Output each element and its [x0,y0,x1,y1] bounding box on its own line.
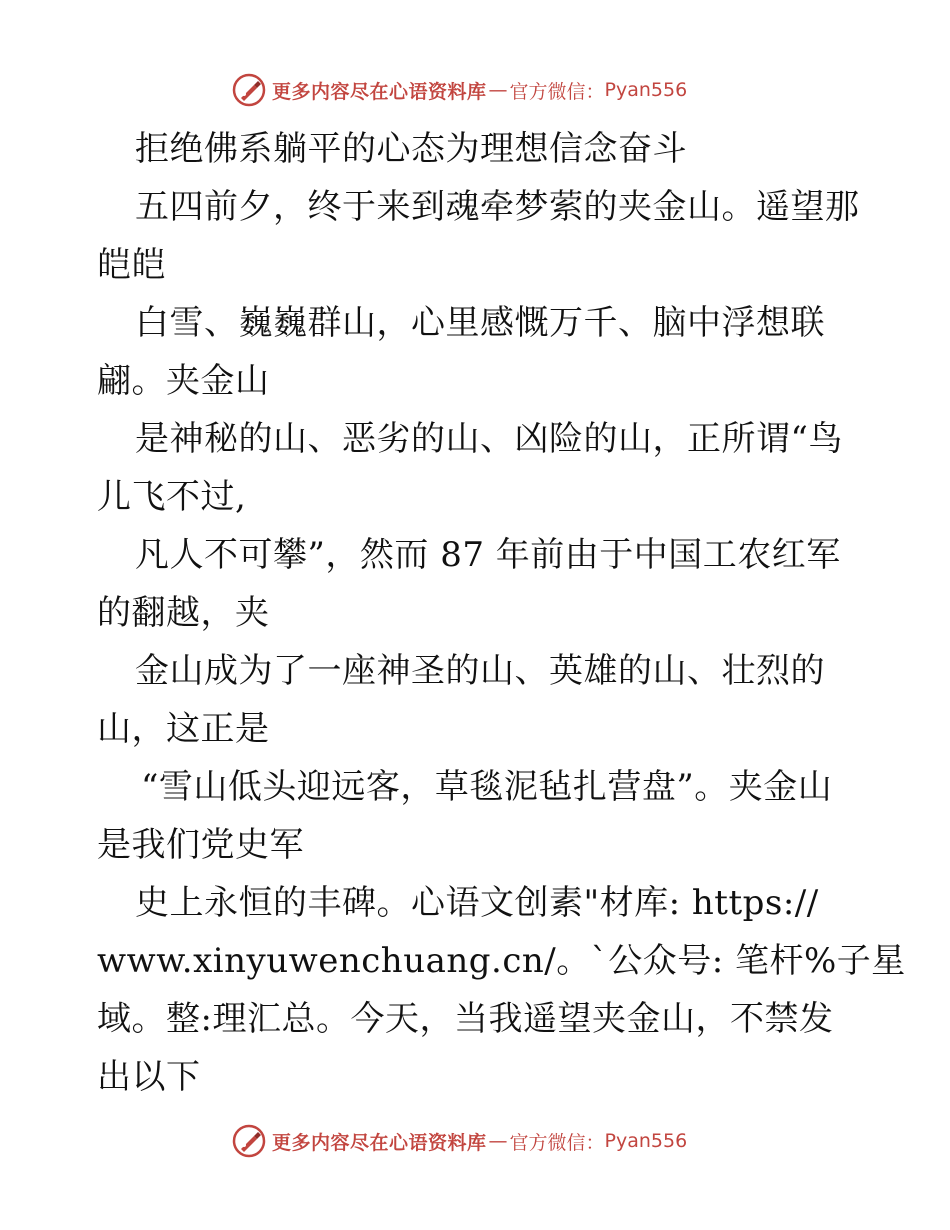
text-line: 五四前夕，终于来到魂牵梦萦的夹金山。遥望那 [135,187,860,227]
text-line: 史上永恒的丰碑。心语文创素"材库: https:// [135,883,819,923]
banner-separator: — [488,79,508,101]
text-line: 凡人不可攀”，然而 87 年前由于中国工农红军 [135,535,841,575]
banner-wechat-id: Pyan556 [604,1130,688,1152]
banner-wechat-label: 官方微信： [509,1131,605,1154]
text-line: “雪山低头迎远客，草毯泥毡扎营盘”。夹金山 [141,767,833,807]
text-line: www.xinyuwenchuang.cn/。`公众号: 笔杆%子星 [97,941,906,981]
text-line: 出以下 [97,1057,201,1097]
text-line: 域。整:理汇总。今天，当我遥望夹金山，不禁发 [97,999,834,1039]
text-line: 翩。夹金山 [97,361,270,401]
text-line: 山，这正是 [97,709,270,749]
document-title: 拒绝佛系躺平的心态为理想信念奋斗 [135,129,687,169]
banner-main-text: 更多内容尽在心语资料库 [272,1131,487,1154]
text-line: 皑皑 [97,245,166,285]
banner-wechat-id: Pyan556 [604,79,688,101]
banner-main-text: 更多内容尽在心语资料库 [272,80,487,103]
text-line: 的翻越，夹 [97,593,270,633]
text-line: 是神秘的山、恶劣的山、凶险的山，正所谓“鸟 [135,419,843,459]
footer-watermark-banner [232,1121,687,1161]
pen-logo-icon [232,1124,266,1158]
pen-logo-icon [232,73,266,107]
banner-wechat-label: 官方微信： [509,80,605,103]
text-line: 是我们党史军 [97,825,304,865]
text-line: 白雪、巍巍群山，心里感慨万千、脑中浮想联 [135,303,825,343]
text-line: 金山成为了一座神圣的山、英雄的山、壮烈的 [135,651,825,691]
text-line: 儿飞不过, [97,477,247,517]
banner-separator: — [488,1130,508,1152]
header-watermark-banner [232,70,687,110]
